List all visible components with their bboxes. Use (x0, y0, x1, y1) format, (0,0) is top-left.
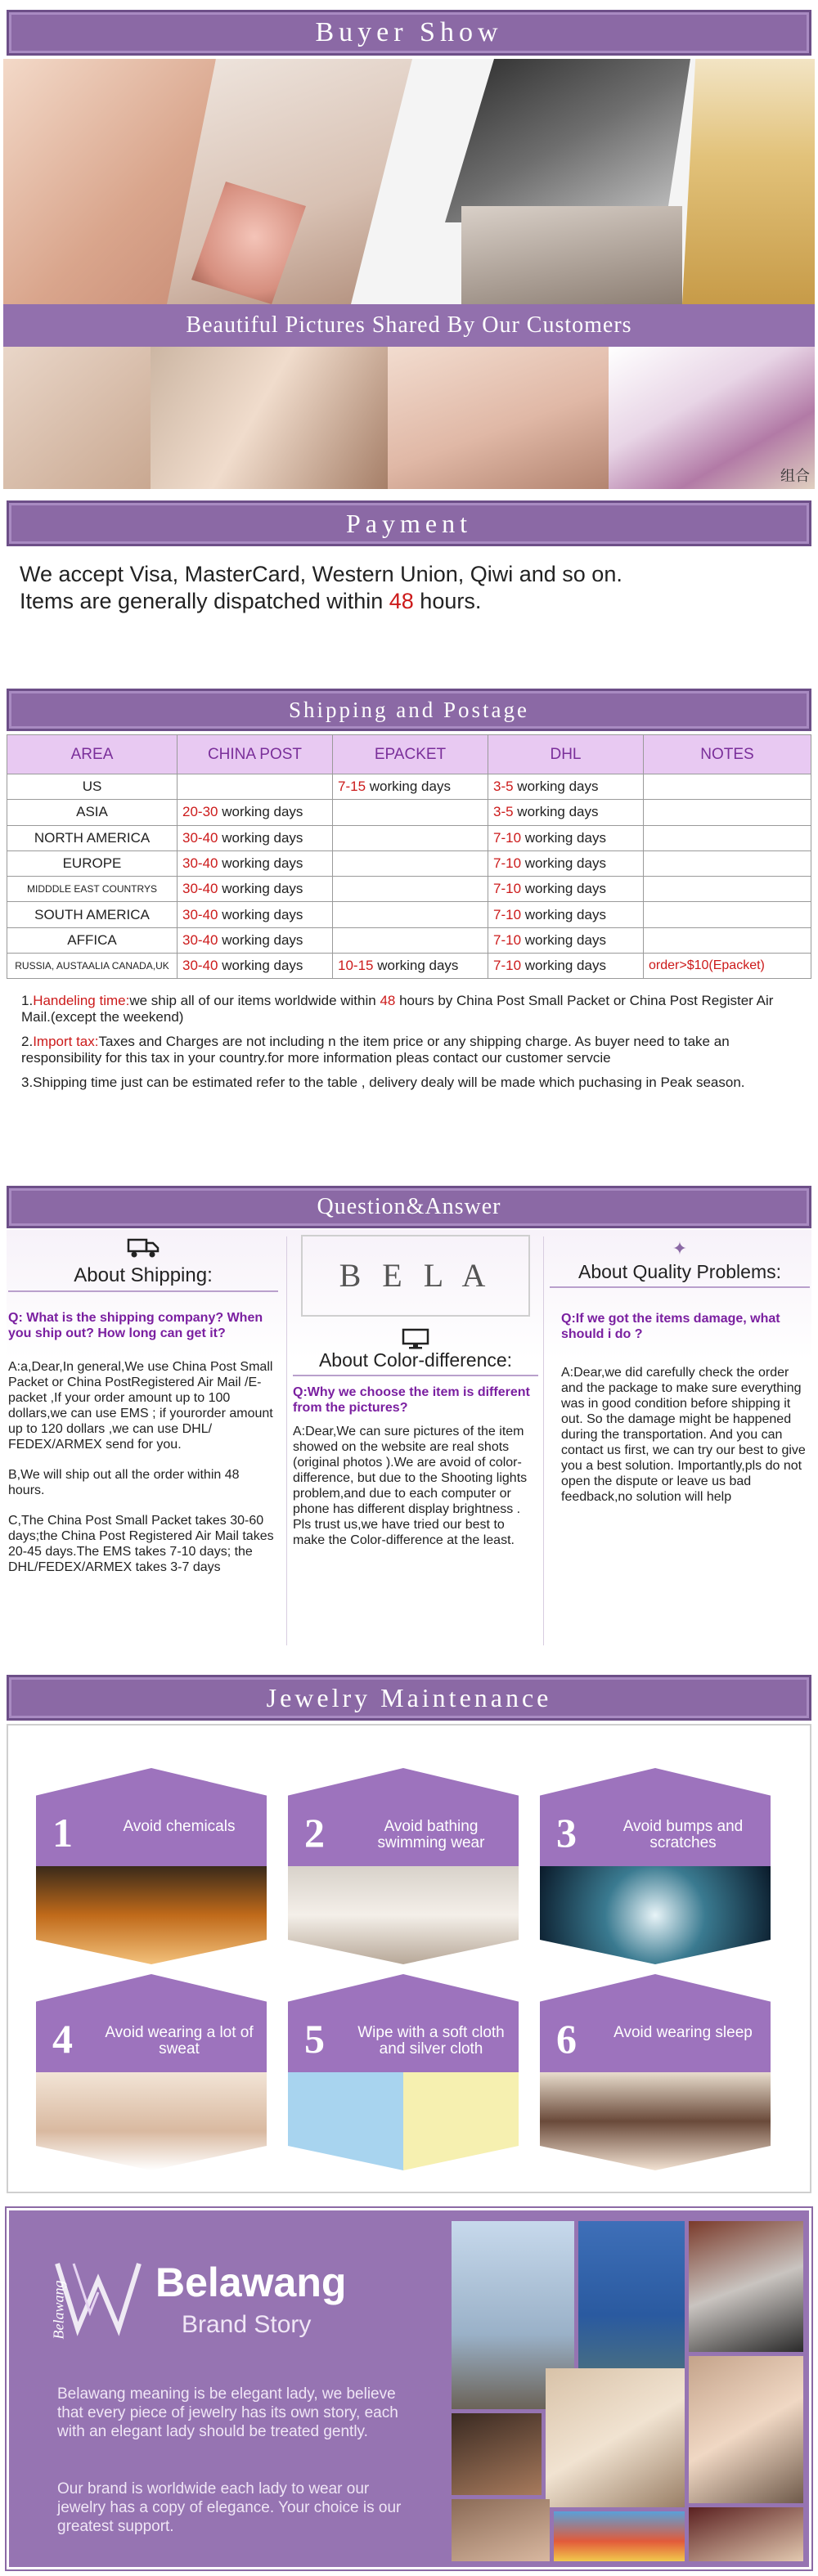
maintenance-card (288, 1974, 519, 2170)
maintenance-banner (7, 1675, 811, 1721)
photo-charm-silver (689, 2221, 803, 2352)
qa-shipping-column (8, 1233, 278, 1658)
about-color-heading: About Color-difference: (293, 1349, 538, 1376)
cell-china: 20-30 working days (178, 800, 333, 825)
payment-text (20, 561, 805, 615)
cell-epacket (333, 850, 488, 876)
photo-hand-bracelet (151, 347, 388, 489)
note-handling-time: 1.Handeling time:we ship all of our items worldwide within 48 hours by China Post Small Packet or China Post Register Air Mail.(except the weekend) (21, 993, 774, 1025)
quality-icon: ✦ (672, 1238, 688, 1259)
photo-wrist-bracelet (689, 2356, 803, 2503)
card-photo (540, 2072, 771, 2170)
payment-banner (7, 500, 811, 546)
maintenance-card (540, 1974, 771, 2170)
maintenance-card (36, 1768, 267, 1964)
cell-notes (644, 877, 811, 902)
maintenance-card (288, 1768, 519, 1964)
col-dhl: DHL (488, 735, 644, 774)
monitor-icon (293, 1328, 538, 1349)
cell-china: 30-40 working days (178, 927, 333, 953)
shipping-row (7, 774, 811, 800)
cell-area: NORTH AMERICA (7, 825, 178, 850)
photo-caption: 组合 (780, 468, 810, 484)
cell-dhl: 7-10 working days (488, 877, 644, 902)
cell-notes (644, 825, 811, 850)
divider-right (543, 1236, 544, 1645)
cell-dhl: 7-10 working days (488, 850, 644, 876)
payment-line-2: Items are generally dispatched within 48 hours. (20, 589, 482, 613)
cell-china: 30-40 working days (178, 877, 333, 902)
cell-area: EUROPE (7, 850, 178, 876)
qa-title: Question&Answer (317, 1194, 501, 1219)
cell-area: MIDDDLE EAST COUNTRYS (7, 877, 178, 902)
cell-notes (644, 902, 811, 927)
cell-china: 30-40 working days (178, 954, 333, 979)
brand-photo-collage (452, 2221, 803, 2561)
cell-dhl: 7-10 working days (488, 954, 644, 979)
cell-china: 30-40 working days (178, 902, 333, 927)
cell-epacket (333, 902, 488, 927)
qa-quality-column (550, 1233, 810, 1658)
shipping-table-header (7, 735, 811, 774)
cell-dhl: 7-10 working days (488, 927, 644, 953)
cell-area: US (7, 774, 178, 800)
dispatch-hours: 48 (389, 589, 414, 613)
card-text: Wipe with a soft cloth and silver cloth (357, 2024, 505, 2058)
cell-epacket (333, 800, 488, 825)
shipping-notes (21, 993, 798, 1091)
card-number: 3 (556, 1810, 577, 1856)
shipping-table (7, 734, 811, 979)
shipping-title: Shipping and Postage (289, 698, 529, 722)
col-notes: NOTES (644, 735, 811, 774)
shipping-row (7, 850, 811, 876)
shipping-row (7, 927, 811, 953)
photo-beach-legs (689, 2507, 803, 2561)
maintenance-card (36, 1974, 267, 2170)
card-number: 4 (52, 2016, 73, 2062)
note-estimated-time: 3.Shipping time just can be estimated refer to the table , delivery dealy will be made which puchasing in Peak season. (21, 1075, 745, 1090)
brand-name: Belawang (155, 2260, 347, 2305)
cell-area: AFFICA (7, 927, 178, 953)
buyer-show-title: Buyer Show (315, 17, 503, 47)
card-number: 1 (52, 1810, 73, 1856)
shipping-row (7, 954, 811, 979)
card-photo (540, 1866, 771, 1964)
shipping-row (7, 825, 811, 850)
cell-area: RUSSIA, AUSTAALIA CANADA,UK (7, 954, 178, 979)
maintenance-card (540, 1768, 771, 1964)
brand-paragraph-2: Our brand is worldwide each lady to wear our jewelry has a copy of elegance. Your choice is our greatest support. (57, 2480, 402, 2535)
truck-icon (8, 1236, 278, 1264)
buyer-photo-strip (3, 347, 815, 489)
cell-dhl: 3-5 working days (488, 800, 644, 825)
card-text: Avoid wearing sleep (614, 2024, 753, 2041)
card-text: Avoid bumps and scratches (622, 1818, 744, 1851)
note-import-tax: 2.Import tax:Taxes and Charges are not including n the item price or any shipping charge. As buyer need to take an responsibility for this tax in your country.for more information pleas contact our customer servcie (21, 1034, 730, 1066)
quality-answer: A:Dear,we did carefully check the order and the package to make sure everything was in good condition before shipping it out. So the damage might be happened during the transportation. And you can contact us first, we can try our best to give you a best solution. Importantly,pls do not open the dispute or leave us bad feedback,no solution will help (561, 1366, 806, 1504)
cell-epacket (333, 825, 488, 850)
bela-logo: B E L A (339, 1257, 492, 1294)
about-quality-heading: About Quality Problems: (550, 1261, 810, 1288)
cell-dhl: 7-10 working days (488, 825, 644, 850)
quality-question: Q:If we got the items damage, what should i do ? (561, 1312, 780, 1341)
card-number: 6 (556, 2016, 577, 2062)
shipping-row (7, 877, 811, 902)
photo-beaded-bracelet (461, 206, 682, 304)
divider-left (286, 1236, 287, 1645)
cell-notes (644, 927, 811, 953)
photo-finger-ring (388, 347, 609, 489)
cell-epacket (333, 877, 488, 902)
card-photo (288, 2072, 519, 2170)
brand-paragraph-1: Belawang meaning is be elegant lady, we believe that every piece of jewelry has its own story, each with an elegant lady should be treated gently. (57, 2385, 398, 2440)
col-china-post: CHINA POST (178, 735, 333, 774)
buyer-photo-collage (3, 59, 815, 304)
shipping-answer-a: A:a,Dear,In general,We use China Post Small Packet or China PostRegistered Air Mail /E-packet ,If your order amount up to 100 dollars,we can use EMS ; if yourorder amount up to 120 dollars ,we can use DHL/ FEDEX/ARMEX send for you. (8, 1360, 273, 1452)
card-photo (36, 1866, 267, 1964)
card-photo (288, 1866, 519, 1964)
cell-notes (644, 800, 811, 825)
shipping-banner (7, 689, 811, 731)
photo-ring-hands (452, 2499, 550, 2561)
photo-infinity-bracelet (3, 347, 151, 489)
brand-subtitle: Brand Story (182, 2311, 312, 2338)
card-text: Avoid wearing a lot of sweat (105, 2024, 254, 2058)
card-text: Avoid chemicals (123, 1818, 236, 1835)
cell-china: 30-40 working days (178, 850, 333, 876)
qa-banner (7, 1186, 811, 1228)
cell-notes (644, 774, 811, 800)
photo-bracelet-set (609, 347, 815, 489)
shipping-answer-b: B,We will ship out all the order within 48 hours. (8, 1468, 240, 1497)
cell-epacket (333, 927, 488, 953)
cell-notes: order>$10(Epacket) (644, 954, 811, 979)
payment-title: Payment (346, 509, 472, 538)
card-number: 5 (304, 2016, 325, 2062)
photo-hot-air-balloon (554, 2511, 685, 2561)
color-question: Q:Why we choose the item is different from the pictures? (293, 1385, 530, 1415)
cell-china: 30-40 working days (178, 825, 333, 850)
buyer-show-subtitle: Beautiful Pictures Shared By Our Customers (186, 312, 632, 338)
cell-china (178, 774, 333, 800)
payment-line-1: We accept Visa, MasterCard, Western Union, Qiwi and so on. (20, 562, 622, 586)
buyer-show-banner (7, 10, 811, 56)
photo-leaf-earring (682, 59, 815, 304)
shipping-row (7, 902, 811, 927)
photo-woman-portrait (452, 2413, 542, 2495)
card-text: Avoid bathing swimming wear (377, 1818, 485, 1851)
photo-fashion-model (546, 2368, 685, 2507)
card-photo (36, 2072, 267, 2170)
col-area: AREA (7, 735, 178, 774)
bela-logo-box (301, 1235, 530, 1317)
maintenance-title: Jewelry Maintenance (266, 1683, 552, 1712)
cell-epacket: 10-15 working days (333, 954, 488, 979)
shipping-row (7, 800, 811, 825)
cell-dhl: 3-5 working days (488, 774, 644, 800)
photo-charm-bracelet (445, 59, 690, 222)
cell-area: ASIA (7, 800, 178, 825)
qa-color-column (293, 1233, 538, 1658)
card-number: 2 (304, 1810, 325, 1856)
cell-dhl: 7-10 working days (488, 902, 644, 927)
col-epacket: EPACKET (333, 735, 488, 774)
cell-area: SOUTH AMERICA (7, 902, 178, 927)
shipping-question: Q: What is the shipping company? When you ship out? How long can get it? (8, 1311, 263, 1340)
cell-epacket: 7-15 working days (333, 774, 488, 800)
color-answer: A:Dear,We can sure pictures of the item showed on the website are real shots (original photos ).We are avoid of color-difference, but due to the Shooting lights problem,and due to each computer or phone has different display brightness . Pls trust us,we have tried our best to make the Color-difference at the least. (293, 1425, 528, 1547)
about-shipping-heading: About Shipping: (8, 1264, 278, 1292)
brand-script-logo: Belawang (50, 2280, 67, 2340)
cell-notes (644, 850, 811, 876)
buyer-show-subtitle-band (3, 304, 815, 347)
shipping-answer-c: C,The China Post Small Packet takes 30-60 days;the China Post Registered Air Mail takes 20-45 days.The EMS takes 7-10 days; the DHL/FEDEX/ARMEX takes 3-7 days (8, 1514, 274, 1574)
